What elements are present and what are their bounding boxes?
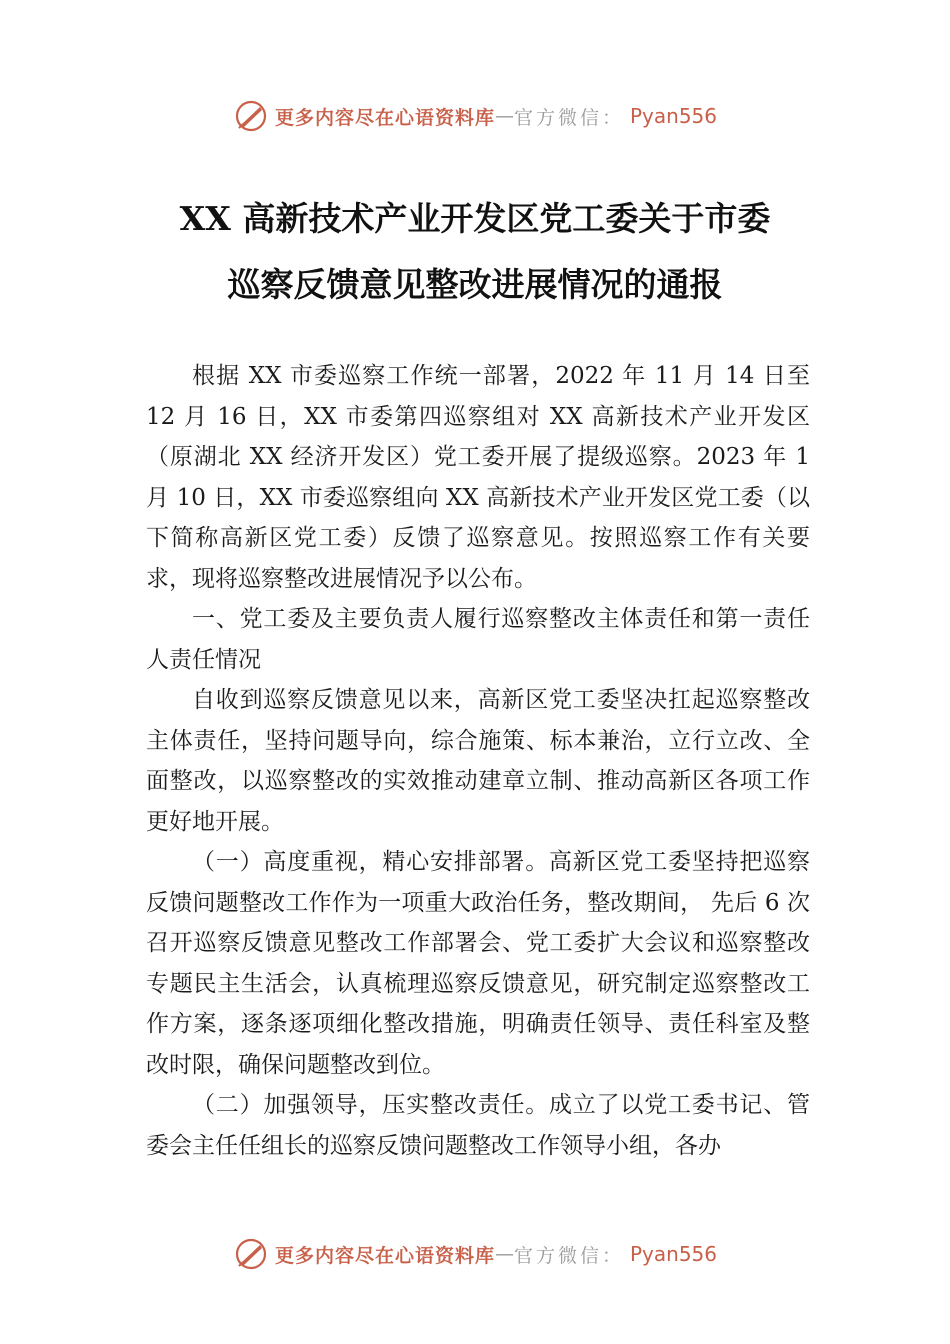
watermark-brand: 更多内容尽在心语资料库 [274, 106, 495, 129]
watermark-account: Pyan556 [630, 104, 718, 128]
title-line-1: XX 高新技术产业开发区党工委关于市委 [179, 199, 771, 238]
watermark-banner-bottom [0, 1234, 950, 1274]
watermark-banner-top [0, 96, 950, 136]
quill-pen-circle-icon [233, 98, 269, 134]
title-line-2: 巡察反馈意见整改进展情况的通报 [227, 265, 723, 304]
paragraph-intro: 根据 XX 市委巡察工作统一部署，2022 年 11 月 14 日至 12 月 16 日，XX 市委第四巡察组对 XX 高新技术产业开发区（原湖北 XX 经济开发区）党工委开展了提级巡察。2023 年 1 月 10 日，XX 市委巡察组向 XX 高新技术产业开发区党工委（以下简称高新区党工委）反馈了巡察意见。按照巡察工作有关要求，现将巡察整改进展情况予以公布。 [146, 363, 810, 592]
watermark-account: Pyan556 [630, 1242, 718, 1266]
quill-pen-circle-icon [233, 1236, 269, 1272]
watermark-separator: — [494, 105, 514, 127]
paragraph-section-1: 自收到巡察反馈意见以来，高新区党工委坚决扛起巡察整改主体责任，坚持问题导向，综合施策、标本兼治，立行立改、全面整改，以巡察整改的实效推动建章立制、推动高新区各项工作更好地开展。 [146, 687, 810, 835]
document-title [100, 186, 850, 318]
watermark-label: 官方微信： [513, 106, 624, 129]
watermark-label: 官方微信： [513, 1244, 624, 1267]
paragraph-subsection-1: （一）高度重视，精心安排部署。高新区党工委坚持把巡察反馈问题整改工作作为一项重大政治任务，整改期间， 先后 6 次召开巡察反馈意见整改工作部署会、党工委扩大会议和巡察整改专题民主生活会，认真梳理巡察反馈意见，研究制定巡察整改工作方案，逐条逐项细化整改措施，明确责任领导、责任科室及整改时限，确保问题整改到位。 [146, 849, 810, 1078]
document-body [146, 356, 810, 1166]
paragraph-subsection-2: （二）加强领导，压实整改责任。成立了以党工委书记、管委会主任任组长的巡察反馈问题整改工作领导小组，各办 [146, 1092, 810, 1159]
section-heading-1: 一、党工委及主要负责人履行巡察整改主体责任和第一责任人责任情况 [146, 606, 810, 673]
watermark-brand: 更多内容尽在心语资料库 [274, 1244, 495, 1267]
watermark-separator: — [494, 1243, 514, 1265]
